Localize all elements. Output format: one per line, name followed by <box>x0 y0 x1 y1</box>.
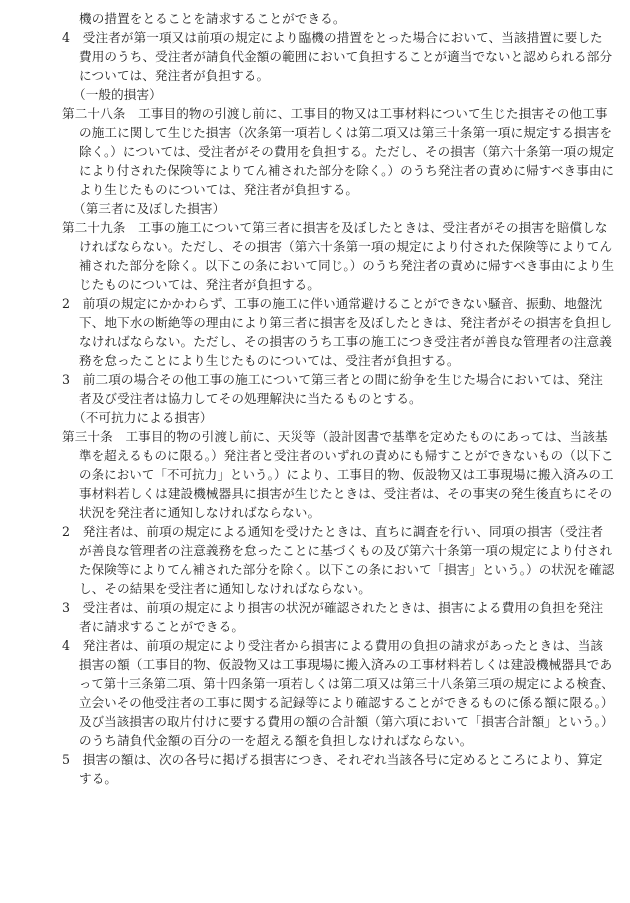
text-line: の条において「不可抗力」という。）により、工事目的物、仮設物又は工事現場に搬入済みの工 <box>79 467 614 482</box>
text-line: 者に請求することができる。 <box>79 619 245 634</box>
text-line: の施工に関して生じた損害（次条第一項若しくは第二項又は第三十条第一項に規定する損害を <box>79 125 613 140</box>
text-line: 及び当該損害の取片付けに要する費用の額の合計額（第六項において「損害合計額」という。） <box>79 714 614 729</box>
text-line: より生じたものについては、発注者が負担する。 <box>79 182 359 197</box>
text-line: により付された保険等によりてん補された部分を除く。）のうち発注者の責めに帰すべき事由に <box>79 163 615 178</box>
text-line: 機の措置をとることを請求することができる。 <box>79 11 346 26</box>
text-line: 者及び受注者は協力してその処理解決に当たるものとする。 <box>79 391 422 406</box>
text-line: 損害の額（工事目的物、仮設物又は工事現場に搬入済みの工事材料若しくは建設機械器具であ <box>79 657 613 672</box>
clause-5-line: 5 損害の額は、次の各号に掲げる損害につき、それぞれ当該各号に定めるところにより、算定 <box>62 752 603 767</box>
text-line: 準を超えるものに限る。）発注者と受注者のいずれの責めにも帰すことができないもの（以下こ <box>79 448 614 463</box>
text-line: が善良な管理者の注意義務を怠ったことに基づくもの及び第六十条第一項の規定により付され <box>79 543 613 558</box>
clause-3-line: 3 前二項の場合その他工事の施工について第三者との間に紛争を生じた場合においては、発注 <box>62 372 603 387</box>
clause-3-line: 3 受注者は、前項の規定により損害の状況が確認されたときは、損害による費用の負担を発注 <box>62 600 604 615</box>
text-line: ければならない。ただし、その損害（第六十条第一項の規定により付された保険等によりてん <box>79 239 613 254</box>
text-line: 事材料若しくは建設機械器具に損害が生じたときは、受注者は、その事実の発生後直ちにその <box>79 486 613 501</box>
clause-2-line: 2 前項の規定にかかわらず、工事の施工に伴い通常避けることができない騒音、振動、地盤沈 <box>62 296 603 311</box>
text-line: 下、地下水の断絶等の理由により第三者に損害を及ぼしたときは、発注者がその損害を負担し <box>79 315 613 330</box>
text-line: のうち請負代金額の百分の一を超える額を負担しなければならない。 <box>79 733 473 748</box>
text-line: なければならない。ただし、その損害のうち工事の施工につき受注者が善良な管理者の注意義 <box>79 334 612 349</box>
section-heading: （一般的損害） <box>73 87 162 102</box>
text-line: 立会いその他受注者の工事に関する記録等により確認することができるものに係る額に限る。） <box>79 695 614 710</box>
section-heading: （第三者に及ぼした損害） <box>73 201 226 216</box>
article-30-line: 第三十条 工事目的物の引渡し前に、天災等（設計図書で基準を定めたものにあっては、当該基 <box>62 429 608 444</box>
text-line: し、その結果を受注者に通知しなければならない。 <box>79 581 371 596</box>
text-line: については、発注者が負担する。 <box>79 68 270 83</box>
text-line: じたものについては、発注者が負担する。 <box>79 277 320 292</box>
text-line: って第十三条第二項、第十四条第一項若しくは第二項又は第三十八条第三項の規定による検査、 <box>79 676 614 691</box>
text-line: 状況を発注者に通知しなければならない。 <box>79 505 321 520</box>
article-29-line: 第二十九条 工事の施工について第三者に損害を及ぼしたときは、受注者がその損害を賠償しな <box>62 220 608 235</box>
text-line: た保険等によりてん補された部分を除く。以下この条において「損害」という。）の状況を確認 <box>79 562 615 577</box>
clause-4-line: 4 受注者が第一項又は前項の規定により臨機の措置をとった場合において、当該措置に要した <box>62 30 603 45</box>
clause-4-line: 4 発注者は、前項の規定により受注者から損害による費用の負担の請求があったときは、当該 <box>62 638 604 653</box>
text-line: 除く。）については、受注者がその費用を負担する。ただし、その損害（第六十条第一項の規定 <box>79 144 615 159</box>
text-line: 費用のうち、受注者が請負代金額の範囲において負担することが適当でないと認められる部分 <box>79 49 613 64</box>
clause-2-line: 2 発注者は、前項の規定による通知を受けたときは、直ちに調査を行い、同項の損害（受注者 <box>62 524 604 539</box>
article-28-line: 第二十八条 工事目的物の引渡し前に、工事目的物又は工事材料について生じた損害その他工事 <box>62 106 608 121</box>
text-line: 補された部分を除く。以下この条において同じ。）のうち発注者の責めに帰すべき事由により生 <box>79 258 615 273</box>
section-heading: （不可抗力による損害） <box>73 410 213 425</box>
text-line: する。 <box>79 771 118 786</box>
text-line: 務を怠ったことにより生じたものについては、受注者が負担する。 <box>79 353 460 368</box>
